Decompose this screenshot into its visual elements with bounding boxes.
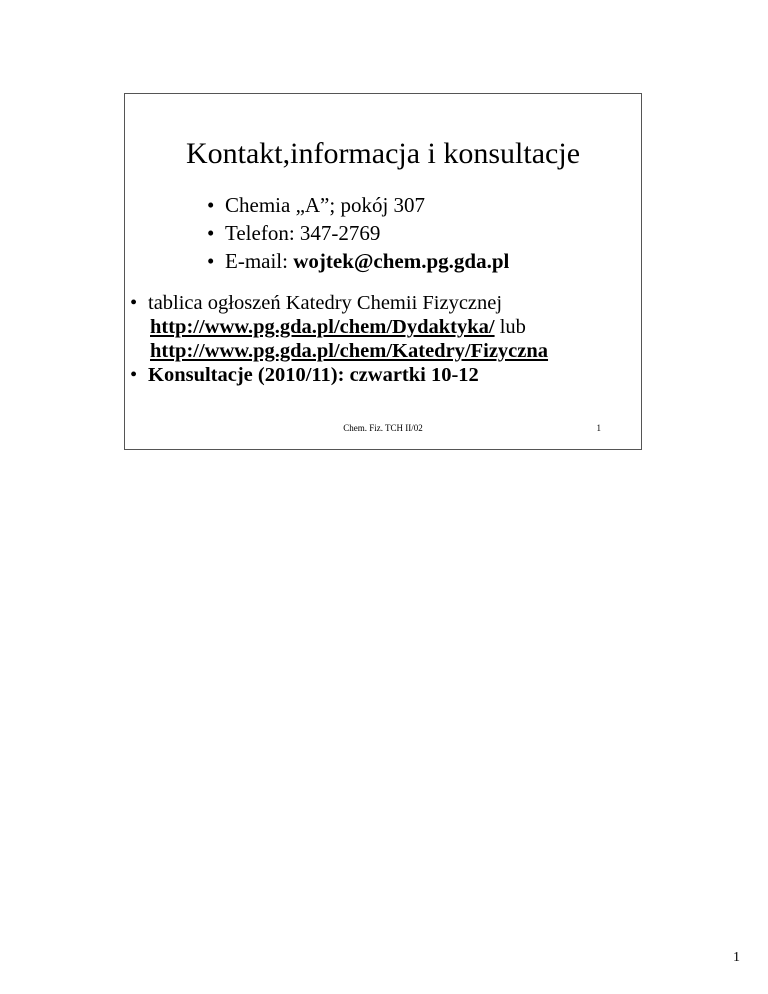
consultations-item	[130, 363, 548, 387]
notice-board-text: tablica ogłoszeń Katedry Chemii Fizycznej	[148, 292, 503, 314]
slide-title: Kontakt,informacja i konsultacje	[185, 137, 581, 170]
consultations-text: Konsultacje (2010/11): czwartki 10-12	[148, 364, 479, 386]
bullet-icon: •	[130, 292, 138, 314]
contact-phone-item	[207, 219, 509, 247]
notice-board-item	[130, 291, 548, 315]
contact-phone-text: Telefon: 347-2769	[225, 221, 381, 245]
contact-room-text: Chemia „A”; pokój 307	[225, 193, 426, 217]
email-address: wojtek@chem.pg.gda.pl	[293, 249, 510, 273]
katedra-fizyczna-link[interactable]: http://www.pg.gda.pl/chem/Katedry/Fizyczna	[150, 340, 549, 362]
dydaktyka-link[interactable]: http://www.pg.gda.pl/chem/Dydaktyka/	[150, 316, 495, 338]
contact-room-item	[207, 191, 509, 219]
bullet-icon: •	[207, 193, 215, 217]
bullet-icon: •	[207, 221, 215, 245]
slide-footer: Chem. Fiz. TCH II/02	[343, 423, 423, 433]
bullet-icon: •	[130, 364, 138, 386]
page-number: 1	[733, 950, 740, 965]
email-label: E-mail:	[225, 249, 294, 273]
connector-text: lub	[494, 316, 526, 338]
contact-list	[207, 191, 509, 275]
slide-frame	[124, 93, 642, 450]
contact-email-item	[207, 247, 509, 275]
bullet-icon: •	[207, 249, 215, 273]
notice-link2-line	[130, 339, 548, 363]
slide-number: 1	[596, 423, 601, 433]
main-list	[130, 291, 548, 387]
notice-link1-line	[130, 315, 548, 339]
